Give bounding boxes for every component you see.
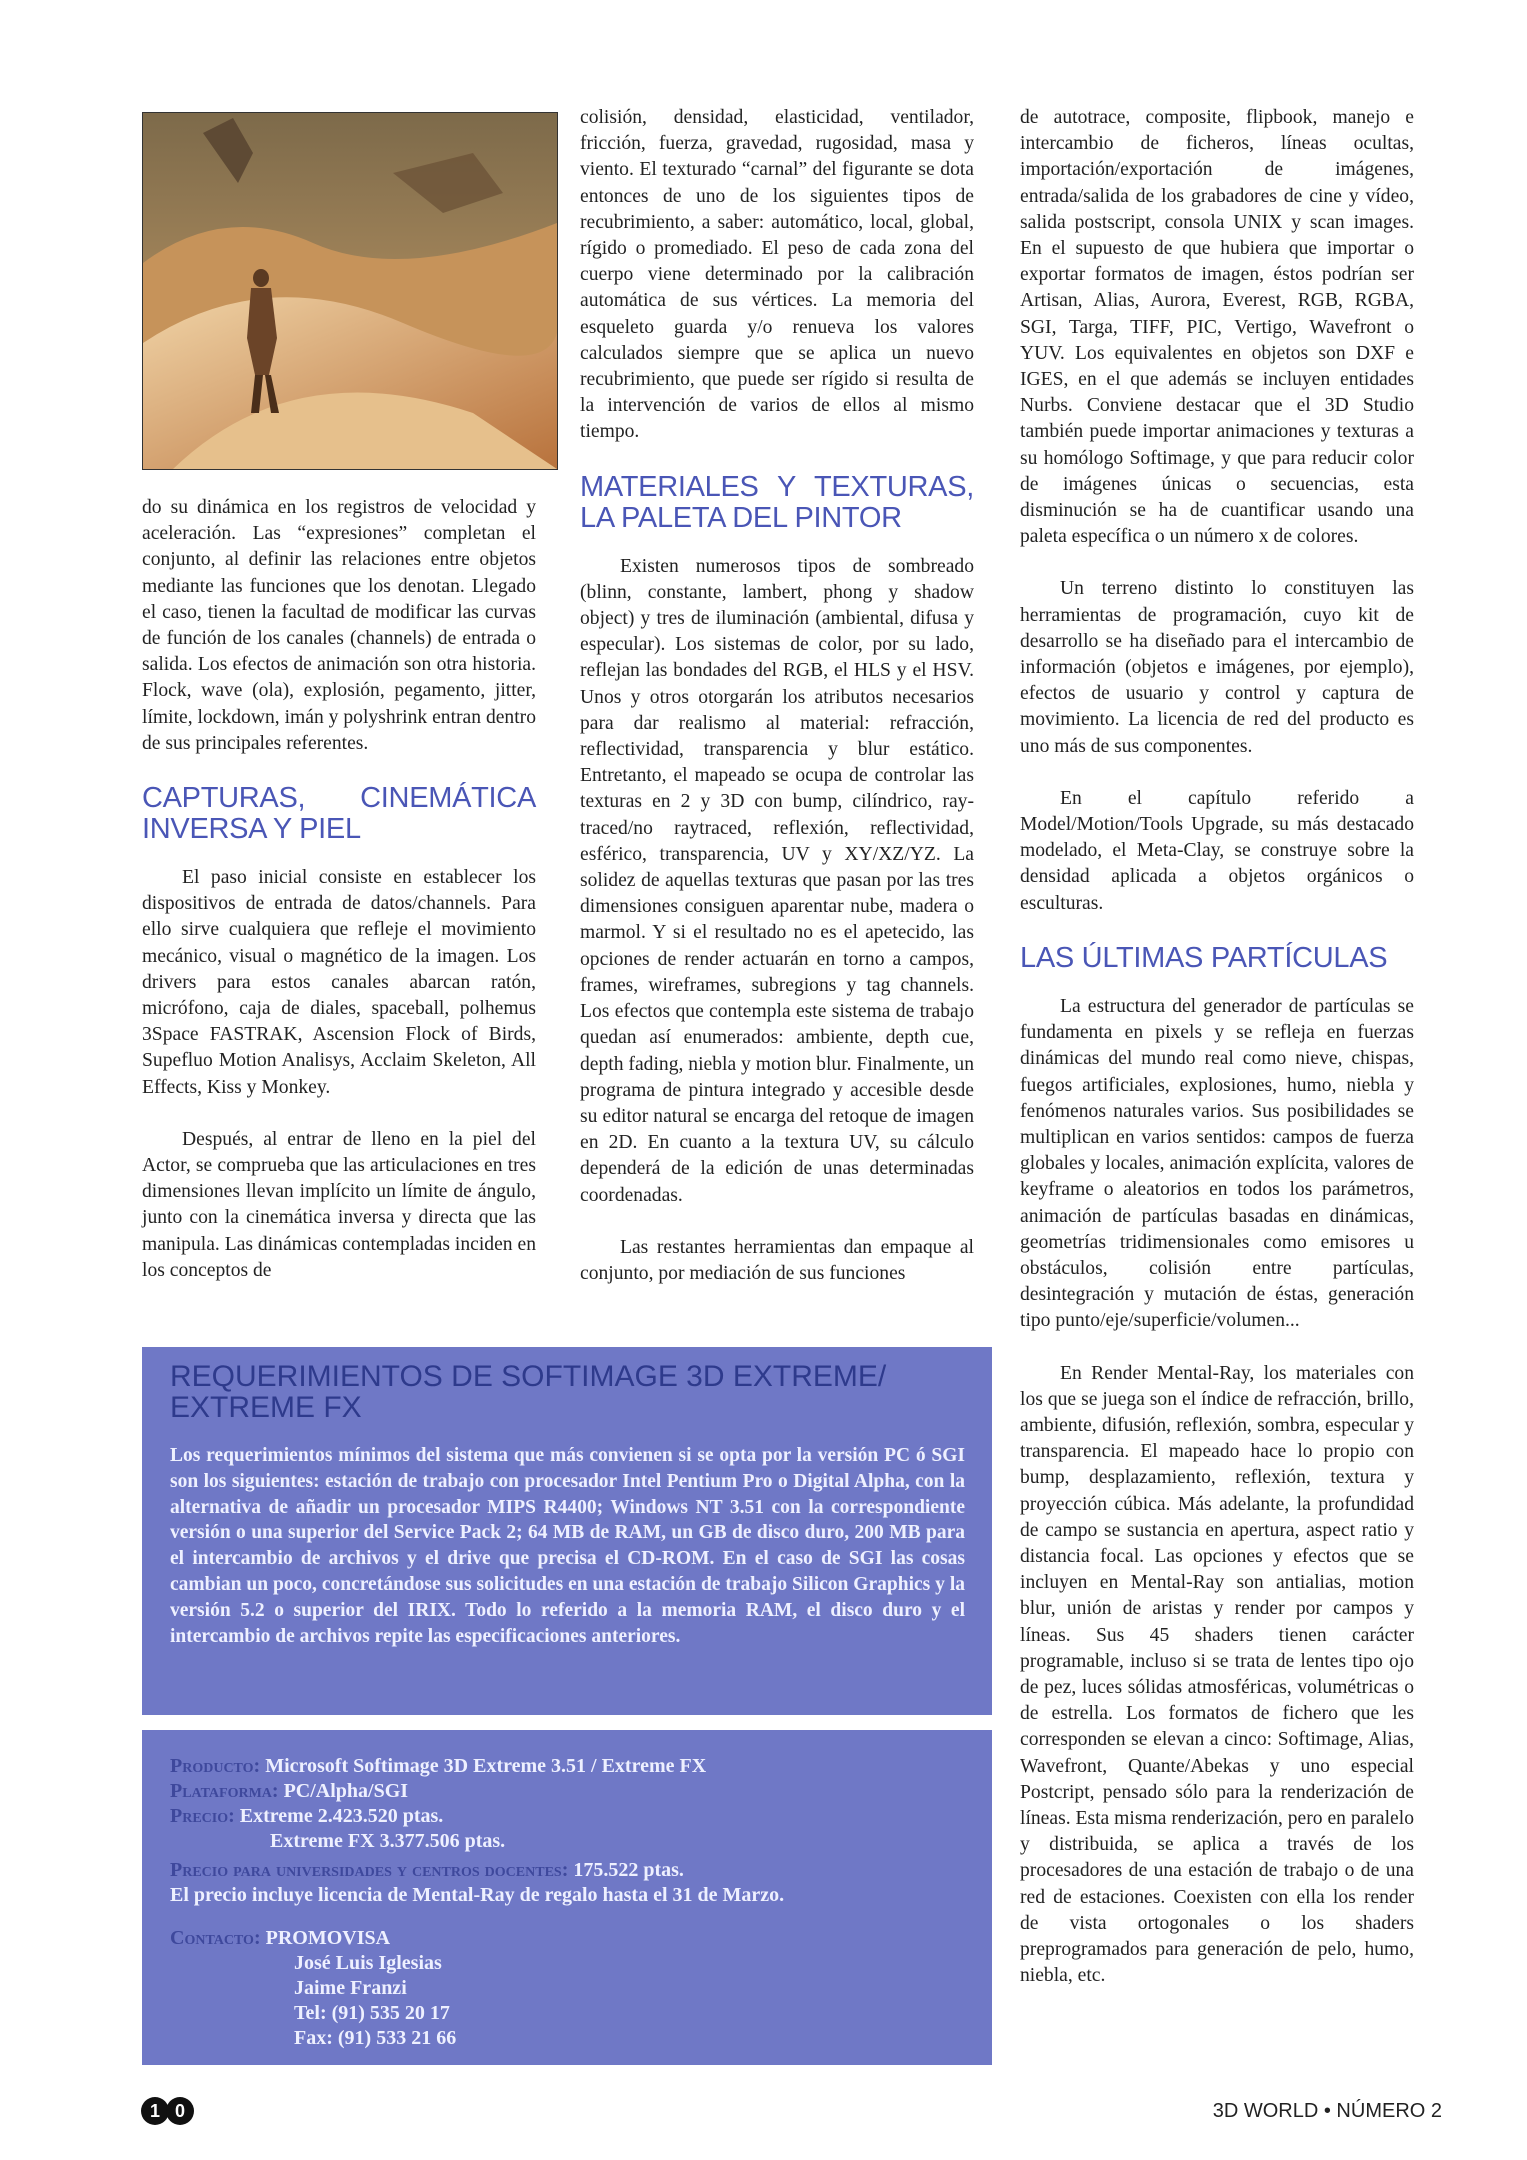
paragraph: En el capítulo referido a Model/Motion/Tools Upgrade, su más destacado modelado, el Meta-Clay, se construye sobre la densidad aplicada a objetos orgánicos o esculturas. — [1020, 787, 1414, 914]
platform-row — [170, 1779, 408, 1804]
section-heading-materiales: MATERIALES Y TEXTURAS, LA PALETA DEL PINTOR — [580, 470, 974, 534]
paragraph: colisión, densidad, elasticidad, ventilador, fricción, fuerza, gravedad, rugosidad, masa y viento. El texturado “carnal” del figurante se dota entonces de uno de los siguientes tipos de recubrimiento, a saber: automático, local, global, rígido o promediado. El peso de cada zona del cuerpo viene determinado por la calibración automática de sus vértices. La memoria del esqueleto guarda y/o renueva los valores calculados siempre que se aplica un nuevo recubrimiento, que puede ser rígido si resulta de la intervención de varios de ellos al mismo tiempo. — [580, 107, 974, 443]
price-label: Precio: — [170, 1805, 235, 1827]
product-row — [170, 1754, 706, 1779]
column-left — [142, 495, 536, 1310]
contact-fax: Fax: (91) 533 21 66 — [294, 2027, 457, 2049]
column-middle — [580, 105, 974, 1313]
magazine-footer: 3D WORLD • NÚMERO 2 — [1212, 2100, 1442, 2122]
product-label: Producto: — [170, 1755, 261, 1777]
section-heading-particulas: LAS ÚLTIMAS PARTÍCULAS — [1020, 941, 1388, 974]
price-row-fx — [270, 1829, 505, 1854]
license-note-text: El precio incluye licencia de Mental-Ray de regalo hasta el 31 de Marzo. — [170, 1884, 785, 1906]
requirements-box — [142, 1347, 992, 1715]
university-price-value: 175.522 ptas. — [573, 1859, 684, 1881]
paragraph: Un terreno distinto lo constituyen las herramientas de programación, cuyo kit de desarrollo se ha diseñado para el intercambio de información (objetos e imágenes, por ejemplo), efectos de usuario y control y captura de movimiento. La licencia de red del producto es uno más de sus componentes. — [1020, 578, 1414, 757]
page-digit-1: 1 — [149, 2101, 161, 2121]
contact-company: PROMOVISA — [265, 1927, 391, 1949]
desert-scene-illustration — [143, 113, 557, 469]
university-price-row — [170, 1858, 684, 1883]
university-price-label: Precio para universidades y centros docentes: — [170, 1859, 569, 1881]
contact-row — [170, 1926, 390, 1951]
requirements-title: REQUERIMIENTOS DE SOFTIMAGE 3D EXTREME/ EXTREME FX — [170, 1360, 887, 1424]
paragraph: Después, al entrar de lleno en la piel del Actor, se comprueba que las articulaciones en tres dimensiones llevan implícito un límite de ángulo, junto con la cinemática inversa y directa que las manipula. Las dinámicas contempladas inciden en los conceptos de — [142, 1128, 536, 1281]
price-value-extreme: Extreme 2.423.520 ptas. — [239, 1805, 444, 1827]
contact-label: Contacto: — [170, 1927, 261, 1949]
platform-value: PC/Alpha/SGI — [283, 1780, 409, 1802]
paragraph: El paso inicial consiste en establecer los dispositivos de entrada de datos/channels. Para ello sirve cualquiera que refleje el movimiento mecánico, visual o magnético de la imagen. Los drivers para estos canales abarcan ratón, micrófono, caja de diales, spaceball, polhemus 3Space FASTRAK, Ascension Flock of Birds, Supefluo Motion Analisys, Acclaim Skeleton, All Effects, Kiss y Monkey. — [142, 867, 536, 1098]
product-value: Microsoft Softimage 3D Extreme 3.51 / Extreme FX — [265, 1755, 707, 1777]
page-digit-0: 0 — [174, 2101, 186, 2121]
paragraph: En Render Mental-Ray, los materiales con los que se juega son el índice de refracción, brillo, ambiente, difusión, reflexión, sombra, especular y transparencia. El mapeado hace lo propio con bump, desplazamiento, reflexión, textura y proyección cúbica. Más adelante, la profundidad de campo se sustancia en apertura, aspect ratio y distancia focal. Las opciones y efectos que se incluyen en Mental-Ray son antialias, motion blur, unión de aristas y render por campos y líneas. Sus 45 shaders tienen carácter programable, incluso si se trata de lentes tipo ojo de pez, luces sólidas atmosféricas, volumétricas o de estrella. Los formatos de fichero que les corresponden se elevan a cinco: Softimage, Alias, Wavefront, Quante/Abekas y uno especial Postcript, pensado sólo para la renderización de líneas. Esta misma renderización, pero en paralelo y distribuida, se aplica a través de los procesadores de una estación de trabajo o de una red de estaciones. Coexisten con ella los render de vista ortogonales o los shaders preprogramados para generación de pelo, humo, niebla, etc. — [1020, 1362, 1414, 1987]
column-right — [1020, 105, 1414, 2015]
desert-scene-photo — [142, 112, 558, 470]
section-heading-capturas: CAPTURAS, CINEMÁTICA INVERSA Y PIEL — [142, 782, 536, 846]
requirements-body: Los requerimientos mínimos del sistema que más convienen si se opta por la versión PC ó SGI son los siguientes: estación de trabajo con procesador Intel Pentium Pro o Digital Alpha, con la alternativa de añadir un procesador MIPS R4400; Windows NT 3.51 con la correspondiente versión o una superior del Service Pack 2; 64 MB de RAM, un GB de disco duro, 200 MB para el intercambio de archivos y el drive que precisa el CD-ROM. En el caso de SGI las cosas cambian un poco, concretándose sus solicitudes en una estación de trabajo Silicon Graphics y la versión 5.2 o superior del IRIX. Todo lo referido a la memoria RAM, el disco duro y el intercambio de archivos repite las especificaciones anteriores. — [170, 1445, 965, 1647]
contact-phone: Tel: (91) 535 20 17 — [294, 2002, 450, 2024]
contact-person-2: Jaime Franzi — [294, 1977, 407, 1999]
product-info-box — [142, 1730, 992, 2065]
platform-label: Plataforma: — [170, 1780, 279, 1802]
paragraph: Existen numerosos tipos de sombreado (blinn, constante, lambert, phong y shadow object) y tres de iluminación (ambiental, difusa y especular). Los sistemas de color, por su lado, reflejan las bondades del RGB, el HLS y el HSV. Unos y otros otorgarán los atributos necesarios para dar realismo al material: refracción, reflectividad, transparencia y blur estático. Entretanto, el mapeado se ocupa de controlar las texturas en 2 y 3D con bump, cilíndrico, ray-traced/no raytraced, reflexión, reflectividad, esférico, transparencia, UV y XY/XZ/YZ. La solidez de aquellas texturas que pasan por las tres dimensiones consiguen aparentar nube, madera o marmol. Y si el resultado no es el apetecido, las opciones de render actuarán en torno a campos, frames, wireframes, subregions y tag channels. Los efectos que contempla este sistema de trabajo quedan así enumerados: ambiente, depth cue, depth fading, niebla y motion blur. Finalmente, un programa de pintura integrado y accesible desde su editor natural se encarga del retoque de imagen en 2D. En cuanto a la textura UV, su cálculo dependerá de la edición de unas determinadas coordenadas. — [580, 555, 974, 1206]
paragraph: Las restantes herramientas dan empaque al conjunto, por mediación de sus funciones — [580, 1236, 974, 1284]
contact-person-1: José Luis Iglesias — [294, 1952, 442, 1974]
page-number-badge — [140, 2096, 198, 2126]
paragraph: do su dinámica en los registros de velocidad y aceleración. Las “expresiones” completan el conjunto, al definir las relaciones entre objetos mediante las funciones que los denotan. Llegado el caso, tienen la facultad de modificar las curvas de función de los canales (channels) de entrada o salida. Los efectos de animación son otra historia. Flock, wave (ola), explosión, pegamento, jitter, límite, lockdown, imán y polyshrink entran dentro de sus principales referentes. — [142, 497, 536, 754]
license-note — [170, 1883, 784, 1908]
paragraph: de autotrace, composite, flipbook, manejo e intercambio de ficheros, líneas ocultas, importación/exportación de imágenes, entrada/salida de los grabadores de cine y vídeo, salida postscript, consola UNIX y scan images. En el supuesto de que hubiera que importar o exportar formatos de imagen, éstos podrían ser Artisan, Alias, Aurora, Everest, RGB, RGBA, SGI, Targa, TIFF, PIC, Vertigo, Wavefront o YUV. Los equivalentes en objetos son DXF e IGES, en el que además se incluyen entidades Nurbs. Conviene destacar que el 3D Studio también puede importar animaciones y texturas a su homólogo Softimage, y que para reducir color de imágenes únicas o secuencias, esta disminución se ha de cuantificar usando una paleta específica o un número x de colores. — [1020, 107, 1414, 548]
price-row — [170, 1804, 443, 1829]
page-number — [140, 2096, 198, 2126]
price-value-extreme-fx: Extreme FX 3.377.506 ptas. — [270, 1830, 506, 1852]
paragraph: La estructura del generador de partículas se fundamenta en pixels y se refleja en fuerzas dinámicas del mundo real como nieve, chispas, fuegos artificiales, explosiones, humo, niebla y fenómenos naturales varios. Sus posibilidades se multiplican en varios sentidos: campos de fuerza globales y locales, animación explícita, valores de keyframe o aleatorios en todos los parámetros, animación de partículas basadas en dinámicas, geometrías tridimensionales como emisores u obstáculos, colisión entre partículas, desintegración y mutación de éstas, generación tipo punto/eje/superficie/volumen... — [1020, 995, 1414, 1332]
